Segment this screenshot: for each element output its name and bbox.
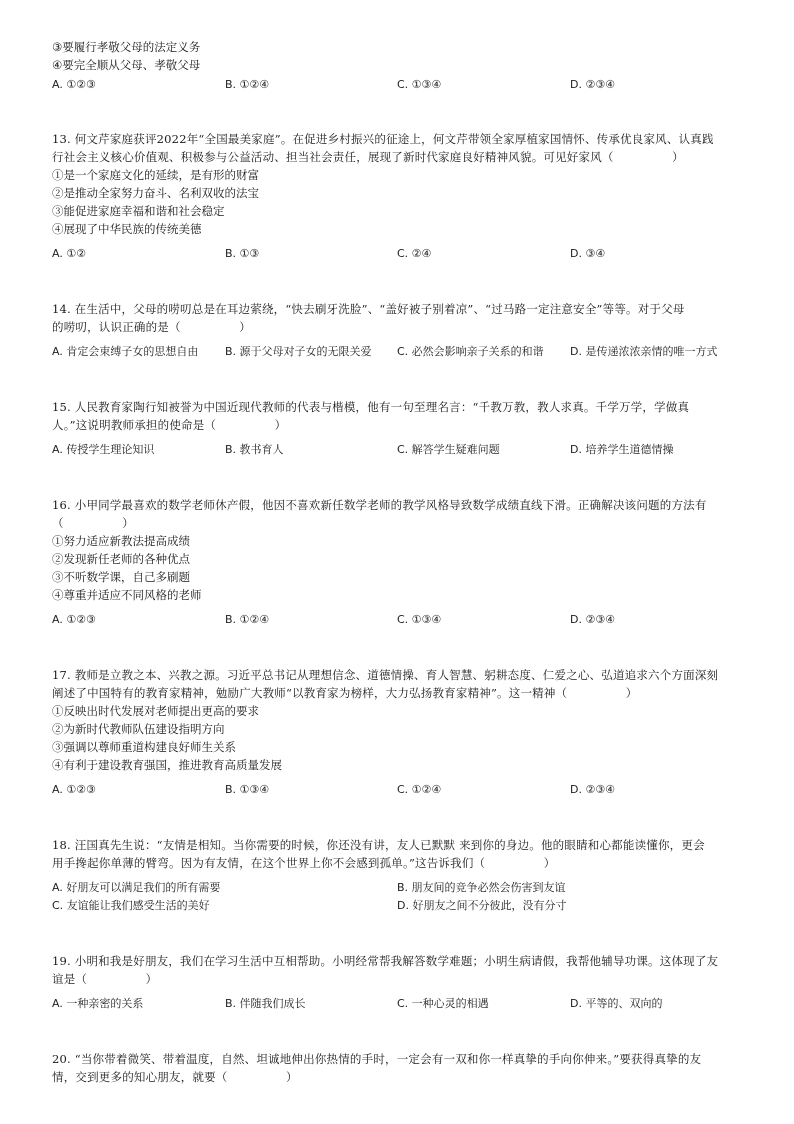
- option-c: C. 友谊能让我们感受生活的美好: [52, 899, 210, 912]
- option-b: B. ①③: [225, 247, 260, 260]
- option-a: A. 好朋友可以满足我们的所有需要: [52, 881, 221, 894]
- option-c: C. 必然会影响亲子关系的和谐: [397, 345, 544, 358]
- question-19-line-1: 19. 小明和我是好朋友，我们在学习生活中互相帮助。小明经常帮我解答数学难题；小明生病请假，我帮他辅导功课。这体现了友: [52, 954, 719, 968]
- option-a: A. 一种亲密的关系: [52, 997, 144, 1010]
- option-b: B. 源于父母对子女的无限关爱: [225, 345, 372, 358]
- option-c: C. ①③④: [397, 78, 442, 91]
- question-18-line-2: 用手搀起你单薄的臂弯。因为有友情，在这个世界上你不会感到孤单。”这告诉我们（ ）: [52, 856, 556, 870]
- option-b: B. 朋友间的竞争必然会伤害到友谊: [397, 881, 566, 894]
- option-b: B. ①②④: [225, 613, 270, 626]
- statement-1: ①是一个家庭文化的延续，是有形的财富: [52, 168, 259, 182]
- option-c: C. 解答学生疑难问题: [397, 443, 500, 456]
- question-17-line-1: 17. 教师是立教之本、兴教之源。习近平总书记从理想信念、道德情操、育人智慧、躬耕态度、仁爱之心、弘道追求六个方面深刻: [52, 668, 719, 682]
- question-16-line-1: 16. 小甲同学最喜欢的数学老师休产假，他因不喜欢新任数学老师的教学风格导致数学成绩直线下滑。正确解决该问题的方法有: [52, 498, 707, 512]
- option-d: D. 是传递浓浓亲情的唯一方式: [570, 345, 718, 358]
- option-d: D. ②③④: [570, 783, 616, 796]
- statement-1: ①反映出时代发展对老师提出更高的要求: [52, 704, 259, 718]
- option-b: B. ①③④: [225, 783, 270, 796]
- statement-1: ①努力适应新教法提高成绩: [52, 534, 190, 548]
- question-13-line-1: 13. 何文芹家庭获评2022年“全国最美家庭”。在促进乡村振兴的征途上，何文芹带领全家厚植家国情怀、传承优良家风、认真践: [52, 132, 714, 146]
- option-c: C. ②④: [397, 247, 432, 260]
- option-d: D. ②③④: [570, 613, 616, 626]
- question-17-line-2: 阐述了中国特有的教育家精神，勉励广大教师“以教育家为榜样，大力弘扬教育家精神”。这一精神（ ）: [52, 686, 638, 700]
- option-a: A. ①②③: [52, 613, 96, 626]
- option-a: A. ①②③: [52, 783, 96, 796]
- option-b: B. 教书育人: [225, 443, 284, 456]
- question-16-line-2: （ ）: [52, 516, 134, 530]
- option-d: D. ③④: [570, 247, 606, 260]
- option-c: C. ①③④: [397, 613, 442, 626]
- statement-2: ②发现新任老师的各种优点: [52, 552, 190, 566]
- option-b: B. 伴随我们成长: [225, 997, 306, 1010]
- question-15-line-2: 人。”这说明教师承担的使命是（ ）: [52, 418, 287, 432]
- question-18-line-1: 18. 汪国真先生说：“友情是相知。当你需要的时候，你还没有讲，友人已默默 来到你的身边。他的眼睛和心都能读懂你，更会: [52, 838, 705, 852]
- question-19-line-2: 谊是（ ）: [52, 972, 158, 986]
- question-14-line-2: 的唠叨，认识正确的是（ ）: [52, 320, 251, 334]
- option-b: B. ①②④: [225, 78, 270, 91]
- statement-3: ③强调以尊师重道构建良好师生关系: [52, 740, 236, 754]
- option-d: D. 培养学生道德情操: [570, 443, 674, 456]
- option-c: C. 一种心灵的相遇: [397, 997, 489, 1010]
- option-d: D. ②③④: [570, 78, 616, 91]
- question-13-line-2: 行社会主义核心价值观、积极参与公益活动、担当社会责任，展现了新时代家庭良好精神风貌。可见好家风（ ）: [52, 150, 684, 164]
- statement-4: ④尊重并适应不同风格的老师: [52, 588, 202, 602]
- question-20-line-1: 20. “当你带着微笑、带着温度，自然、坦诚地伸出你热情的手时，一定会有一双和你一样真挚的手向你伸来。”要获得真挚的友: [52, 1052, 702, 1066]
- option-a: A. 传授学生理论知识: [52, 443, 155, 456]
- statement-3: ③要履行孝敬父母的法定义务: [52, 40, 201, 54]
- statement-3: ③能促进家庭幸福和谐和社会稳定: [52, 204, 225, 218]
- question-15-line-1: 15. 人民教育家陶行知被誉为中国近现代教师的代表与楷模，他有一句至理名言：“千教万教，教人求真。千学万学，学做真: [52, 400, 690, 414]
- option-a: A. ①②: [52, 247, 87, 260]
- statement-4: ④要完全顺从父母、孝敬父母: [52, 58, 201, 72]
- option-d: D. 平等的、双向的: [570, 997, 663, 1010]
- question-20-line-2: 情，交到更多的知心朋友，就要（ ）: [52, 1070, 298, 1084]
- option-c: C. ①②④: [397, 783, 442, 796]
- question-14-line-1: 14. 在生活中，父母的唠叨总是在耳边萦绕，“快去刷牙洗脸”、“盖好被子别着凉”、“过马路一定注意安全”等等。对于父母: [52, 302, 685, 316]
- statement-2: ②为新时代教师队伍建设指明方向: [52, 722, 225, 736]
- statement-4: ④展现了中华民族的传统美德: [52, 222, 202, 236]
- option-a: A. 肯定会束缚子女的思想自由: [52, 345, 199, 358]
- statement-3: ③不听数学课，自己多刷题: [52, 570, 190, 584]
- option-d: D. 好朋友之间不分彼此，没有分寸: [397, 899, 567, 912]
- option-a: A. ①②③: [52, 78, 96, 91]
- statement-4: ④有利于建设教育强国，推进教育高质量发展: [52, 758, 282, 772]
- statement-2: ②是推动全家努力奋斗、名利双收的法宝: [52, 186, 259, 200]
